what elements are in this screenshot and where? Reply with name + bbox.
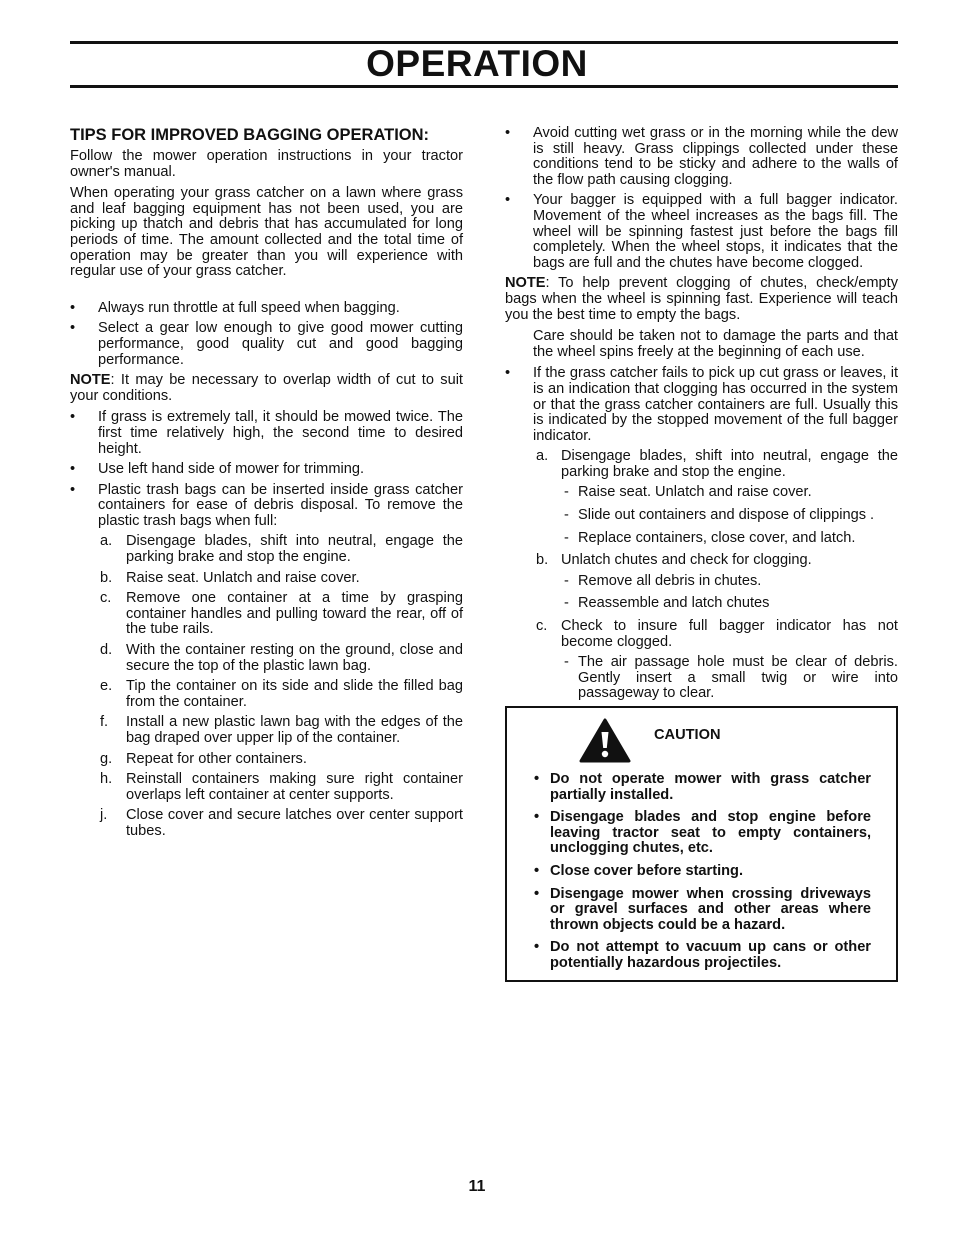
note	[70, 373, 463, 404]
step-item	[70, 591, 463, 638]
step-text: Reinstall containers making sure right container overlaps left container at center supports.	[126, 771, 463, 803]
dash-item	[505, 485, 898, 501]
warning-triangle-icon	[579, 717, 631, 765]
dash-item	[505, 508, 898, 524]
section-heading: TIPS FOR IMPROVED BAGGING OPERATION:	[70, 126, 430, 144]
dash-text: Raise seat. Unlatch and raise cover.	[578, 484, 812, 501]
note-label: NOTE	[505, 275, 546, 292]
bullet-mark: •	[70, 481, 76, 498]
step-text: Close cover and secure latches over center support tubes.	[126, 807, 463, 839]
step-text: Check to insure full bagger indicator has not become clogged.	[561, 618, 898, 650]
left-column	[70, 126, 463, 845]
bullet-mark: •	[70, 461, 76, 478]
bullet-mark: •	[505, 365, 511, 382]
caution-box	[505, 706, 898, 982]
note-label: NOTE	[70, 372, 111, 389]
bullet-text: If grass is extremely tall, it should be mowed twice. The first time relatively high, the second time to desired height.	[98, 409, 463, 457]
dash-item	[505, 596, 898, 612]
page-number: 11	[468, 1178, 486, 1195]
step-item	[70, 571, 463, 587]
step-item	[70, 643, 463, 674]
bullet-item	[70, 462, 463, 478]
step-mark: d.	[100, 642, 113, 659]
paragraph: Follow the mower operation instructions in your tractor owner's manual.	[70, 148, 463, 180]
note	[505, 276, 898, 323]
caution-list	[534, 772, 871, 979]
dash-mark: -	[564, 654, 569, 671]
dash-mark: -	[564, 484, 569, 501]
bullet-text: Select a gear low enough to give good mower cutting performance, good quality cut and good bagging performance.	[98, 320, 463, 368]
step-text: Repeat for other containers.	[126, 750, 307, 767]
bullet-mark: •	[505, 125, 511, 141]
bullet-item	[70, 301, 463, 317]
note-text: : To help prevent clogging of chutes, check/empty bags when the wheel is spinning fast. Experience will teach you the best time to empty the bags.	[505, 275, 898, 323]
bullet-text: Avoid cutting wet grass or in the morning while the dew is still heavy. Grass clippings collected under these conditions tend to be sticky and adhere to the walls of the flow path causing clogging.	[533, 125, 898, 188]
caution-item	[534, 940, 871, 971]
step-item	[70, 808, 463, 839]
bullet-mark: •	[505, 192, 511, 209]
bullet-mark: •	[70, 299, 76, 316]
step-item	[505, 619, 898, 650]
caution-text: Disengage mower when crossing driveways or gravel surfaces and other areas where thrown objects could be a hazard.	[550, 885, 871, 933]
dash-text: Slide out containers and dispose of clippings .	[578, 507, 875, 524]
step-text: Install a new plastic lawn bag with the edges of the bag draped over upper lip of the container.	[126, 714, 463, 746]
bullet-item	[70, 483, 463, 530]
step-text: With the container resting on the ground, close and secure the top of the plastic lawn bag.	[126, 642, 463, 674]
step-item	[70, 772, 463, 803]
step-text: Disengage blades, shift into neutral, engage the parking brake and stop the engine.	[126, 533, 463, 566]
step-item	[70, 534, 463, 565]
caution-item	[534, 810, 871, 857]
page-title: OPERATION	[366, 43, 588, 84]
bullet-mark: •	[534, 809, 540, 826]
right-column	[505, 126, 898, 709]
caution-item	[534, 864, 871, 880]
bullet-mark: •	[534, 939, 540, 956]
step-mark: c.	[100, 590, 112, 607]
step-mark: h.	[100, 771, 113, 788]
caution-text: Disengage blades and stop engine before leaving tractor seat to empty containers, unclogging chutes, etc.	[550, 809, 871, 857]
step-mark: a.	[100, 533, 113, 550]
dash-mark: -	[564, 529, 569, 546]
step-text: Unlatch chutes and check for clogging.	[561, 552, 812, 569]
bullet-item	[70, 321, 463, 368]
dash-item	[505, 655, 898, 702]
step-item	[70, 715, 463, 746]
dash-text: Remove all debris in chutes.	[578, 572, 762, 589]
caution-item	[534, 772, 871, 803]
bullet-item	[505, 126, 898, 188]
dash-text: Replace containers, close cover, and latch.	[578, 529, 856, 546]
caution-text: Close cover before starting.	[550, 862, 744, 879]
dash-item	[505, 531, 898, 547]
bullet-text: Plastic trash bags can be inserted inside grass catcher containers for ease of debris disposal. To remove the plastic trash bags when full:	[98, 481, 463, 529]
step-text: Disengage blades, shift into neutral, engage the parking brake and stop the engine.	[561, 448, 898, 480]
step-mark: g.	[100, 750, 113, 767]
bullet-item	[505, 193, 898, 271]
step-mark: c.	[536, 618, 548, 635]
step-item	[70, 679, 463, 710]
bullet-mark: •	[534, 862, 540, 879]
dash-mark: -	[564, 595, 569, 612]
step-text: Raise seat. Unlatch and raise cover.	[126, 569, 360, 586]
step-text: Tip the container on its side and slide the filled bag from the container.	[126, 678, 463, 710]
caution-text: Do not attempt to vacuum up cans or other potentially hazardous projectiles.	[550, 939, 871, 971]
step-mark: f.	[100, 714, 109, 731]
step-mark: b.	[100, 569, 113, 586]
bullet-mark: •	[534, 771, 540, 787]
caution-text: Do not operate mower with grass catcher partially installed.	[550, 771, 871, 803]
paragraph: When operating your grass catcher on a lawn where grass and leaf bagging equipment has not been used, you are picking up thatch and debris that has accumulated for long periods of time. The amount collected and the total time of operation may be greater than you will experience with regular use of your grass catcher.	[70, 185, 463, 280]
note-text: : It may be necessary to overlap width of cut to suit your conditions.	[70, 372, 463, 404]
dash-mark: -	[564, 507, 569, 524]
bullet-text: Always run throttle at full speed when bagging.	[98, 299, 400, 316]
step-mark: e.	[100, 678, 113, 695]
step-mark: b.	[536, 552, 549, 569]
paragraph: Care should be taken not to damage the parts and that the wheel spins freely at the beginning of each use.	[533, 328, 898, 360]
bullet-mark: •	[70, 409, 76, 426]
bullet-mark: •	[70, 320, 76, 337]
bullet-text: Use left hand side of mower for trimming.	[98, 461, 365, 478]
caution-title: CAUTION	[654, 727, 721, 743]
step-item	[505, 553, 898, 569]
step-mark: a.	[536, 448, 549, 465]
step-item	[70, 752, 463, 768]
bullet-item	[505, 366, 898, 444]
bullet-text: Your bagger is equipped with a full bagger indicator. Movement of the wheel increases as the bags fill. The wheel will be spinning fastest just before the bags fill completely. When the wheel stops, it indicates that the bags are full and the chutes have become clogged.	[533, 192, 898, 271]
step-item	[505, 449, 898, 480]
dash-item	[505, 574, 898, 590]
dash-text: Reassemble and latch chutes	[578, 595, 770, 612]
dash-mark: -	[564, 572, 569, 589]
bullet-text: If the grass catcher fails to pick up cut grass or leaves, it is an indication that clogging has occurred in the system or that the grass catcher containers are full. Usually this is indicated by the stopped movement of the full bagger indicator.	[533, 365, 898, 444]
step-mark: j.	[100, 807, 108, 824]
caution-item	[534, 887, 871, 934]
bullet-mark: •	[534, 885, 540, 902]
title-underline	[70, 85, 898, 88]
step-text: Remove one container at a time by grasping container handles and pulling toward the rear, off of the tube rails.	[126, 590, 463, 638]
bullet-item	[70, 410, 463, 457]
dash-text: The air passage hole must be clear of debris. Gently insert a small twig or wire into passageway to clear.	[578, 654, 898, 702]
